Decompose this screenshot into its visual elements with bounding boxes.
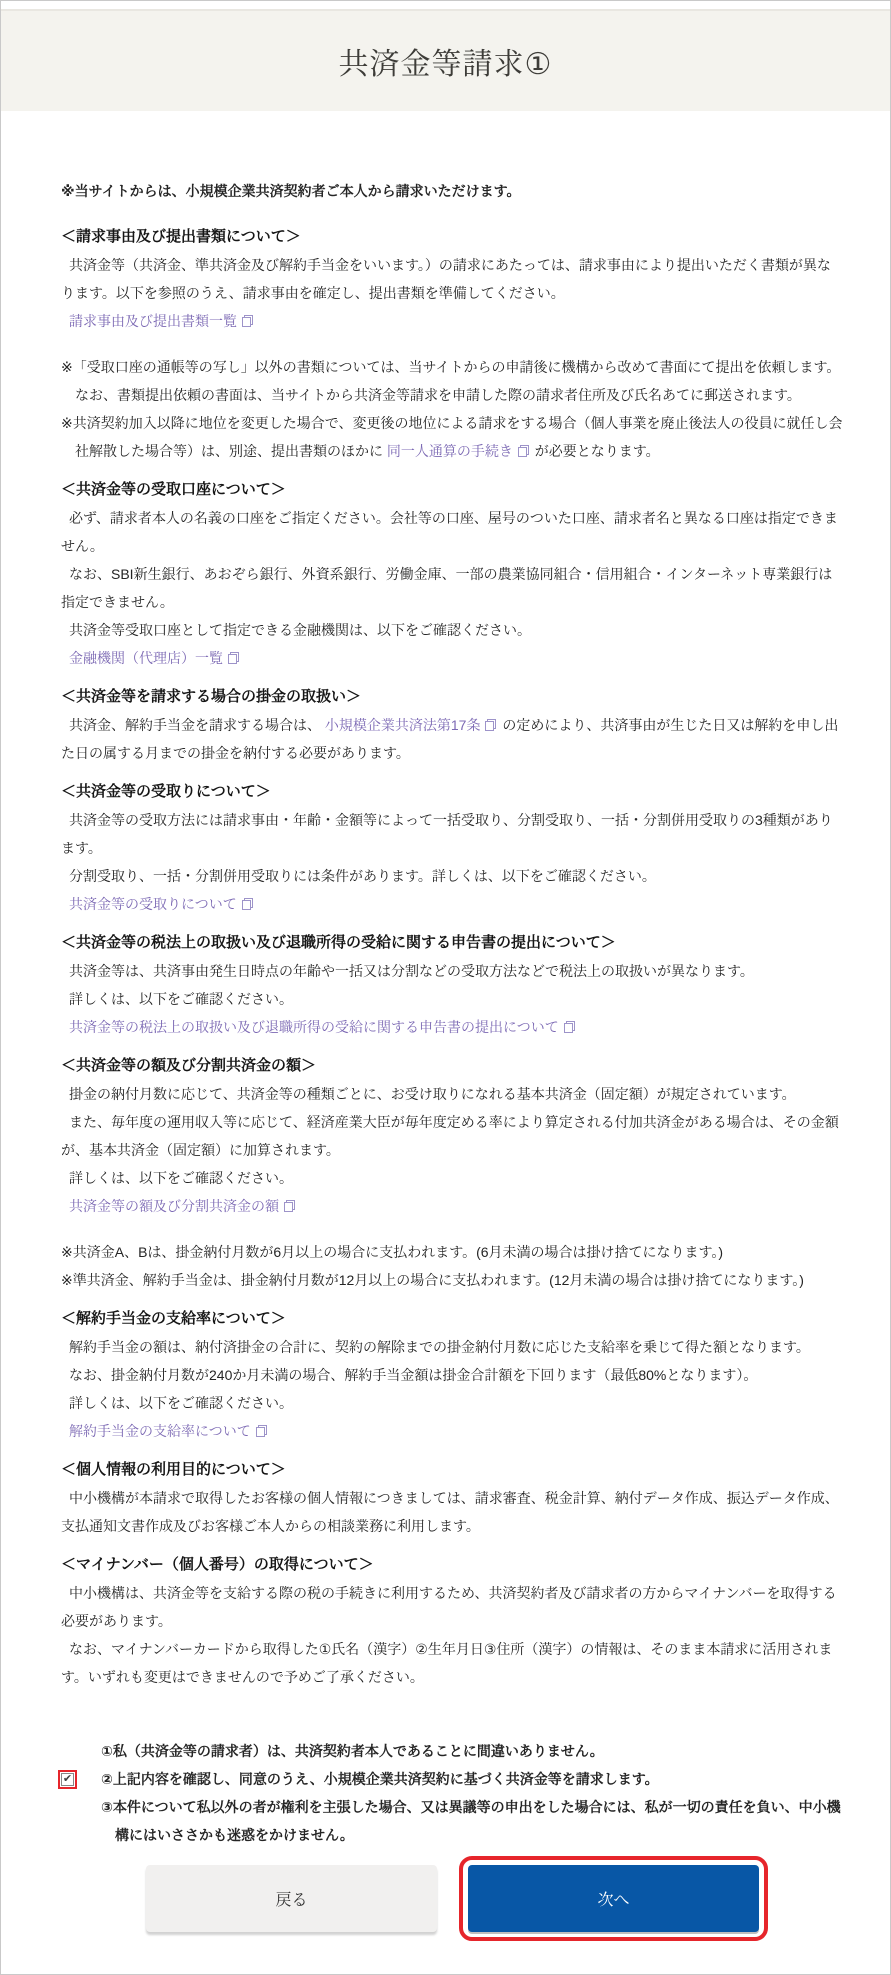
section-surrender-rate bbox=[61, 1305, 844, 1445]
note: ※「受取口座の通帳等の写し」以外の書類については、当サイトからの申請後に機構から改めて書面にて提出を依頼します。 bbox=[61, 359, 841, 375]
paragraph bbox=[61, 711, 844, 767]
paragraph: 詳しくは、以下をご確認ください。 bbox=[69, 991, 293, 1007]
link-line bbox=[61, 1417, 844, 1445]
agreement-checkbox-highlight bbox=[61, 1773, 74, 1786]
back-button[interactable]: 戻る bbox=[146, 1865, 437, 1932]
section-heading: ＜個人情報の利用目的について＞ bbox=[61, 1461, 286, 1478]
section-heading: ＜共済金等の受取口座について＞ bbox=[61, 481, 286, 498]
link-claim-documents-list[interactable] bbox=[69, 313, 255, 329]
section-personal-info-usage bbox=[61, 1456, 844, 1540]
button-row bbox=[61, 1865, 844, 1932]
section-receiving-account bbox=[61, 476, 844, 672]
paragraph-text: の定めにより、共済事由が生じた日又は解約を申し出た日の属する月までの掛金を納付する必要があります。 bbox=[61, 717, 839, 761]
note: ※準共済金、解約手当金は、掛金納付月数が12月以上の場合に支払われます。(12月未満の場合は掛け捨てになります。) bbox=[61, 1272, 804, 1288]
main-content bbox=[1, 111, 890, 1932]
link-label: 共済金等の税法上の取扱い及び退職所得の受給に関する申告書の提出について bbox=[69, 1019, 559, 1035]
link-line bbox=[61, 307, 844, 335]
paragraph: なお、SBI新生銀行、あおぞら銀行、外資系銀行、労働金庫、一部の農業協同組合・信用組合・インターネット専業銀行は指定できません。 bbox=[61, 566, 833, 610]
section-premium-handling bbox=[61, 683, 844, 767]
note-text: が必要となります。 bbox=[530, 443, 660, 459]
notes-block bbox=[61, 353, 844, 465]
section-heading: ＜共済金等の受取りについて＞ bbox=[61, 783, 271, 800]
link-tax-treatment[interactable] bbox=[69, 1019, 577, 1035]
section-heading: ＜請求事由及び提出書類について＞ bbox=[61, 228, 301, 245]
link-label: 共済金等の受取りについて bbox=[69, 896, 237, 912]
section-heading: ＜共済金等を請求する場合の掛金の取扱い＞ bbox=[61, 688, 362, 705]
paragraph-text: 共済金、解約手当金を請求する場合は、 bbox=[69, 717, 325, 733]
link-label: 金融機関（代理店）一覧 bbox=[69, 650, 223, 666]
agreement-item-3: ③本件について私以外の者が権利を主張した場合、又は異議等の申出をした場合には、私が一切の責任を負い、中小機構にはいささかも迷惑をかけません。 bbox=[101, 1799, 841, 1843]
paragraph: 必ず、請求者本人の名義の口座をご指定ください。会社等の口座、屋号のついた口座、請求者名と異なる口座は指定できません。 bbox=[61, 510, 838, 554]
external-link-icon bbox=[228, 652, 239, 664]
link-line bbox=[61, 890, 844, 918]
paragraph: 分割受取り、一括・分割併用受取りには条件があります。詳しくは、以下をご確認ください。 bbox=[69, 868, 656, 884]
paragraph: 中小機構は、共済金等を支給する際の税の手続きに利用するため、共済契約者及び請求者の方からマイナンバーを取得する必要があります。 bbox=[61, 1585, 837, 1629]
external-link-icon bbox=[518, 445, 529, 457]
external-link-icon bbox=[485, 719, 496, 731]
link-smb-mutual-aid-law-article17[interactable] bbox=[325, 717, 499, 733]
section-heading: ＜マイナンバー（個人番号）の取得について＞ bbox=[61, 1556, 374, 1573]
paragraph: 詳しくは、以下をご確認ください。 bbox=[69, 1170, 293, 1186]
checkmark-icon: ✔ bbox=[62, 1773, 73, 1785]
paragraph: 共済金等の受取方法には請求事由・年齢・金額等によって一括受取り、分割受取り、一括・分割併用受取りの3種類があります。 bbox=[61, 812, 833, 856]
link-surrender-rate[interactable] bbox=[69, 1423, 269, 1439]
link-financial-institutions-list[interactable] bbox=[69, 650, 241, 666]
external-link-icon bbox=[256, 1425, 267, 1437]
paragraph: 共済金等は、共済事由発生日時点の年齢や一括又は分割などの受取方法などで税法上の取扱いが異なります。 bbox=[69, 963, 754, 979]
section-benefit-amount bbox=[61, 1052, 844, 1294]
agreement-checkbox[interactable] bbox=[61, 1773, 74, 1786]
notes-block bbox=[61, 1238, 844, 1294]
external-link-icon bbox=[242, 898, 253, 910]
link-label: 小規模企業共済法第17条 bbox=[324, 717, 481, 733]
link-receiving-methods[interactable] bbox=[69, 896, 255, 912]
agreement-block bbox=[61, 1737, 844, 1849]
paragraph: 掛金の納付月数に応じて、共済金等の種類ごとに、お受け取りになれる基本共済金（固定額）が規定されています。 bbox=[69, 1086, 796, 1102]
paragraph: 共済金等受取口座として指定できる金融機関は、以下をご確認ください。 bbox=[69, 622, 531, 638]
note bbox=[61, 409, 844, 465]
link-benefit-amount[interactable] bbox=[69, 1198, 297, 1214]
note: ※共済金A、Bは、掛金納付月数が6月以上の場合に支払われます。(6月未満の場合は掛け捨てになります。) bbox=[61, 1244, 724, 1260]
link-line bbox=[61, 1013, 844, 1041]
paragraph: 共済金等（共済金、準共済金及び解約手当金をいいます。）の請求にあたっては、請求事由により提出いただく書類が異なります。以下を参照のうえ、請求事由を確定し、提出書類を準備してください。 bbox=[61, 257, 831, 301]
link-label: 請求事由及び提出書類一覧 bbox=[69, 313, 237, 329]
link-label: 同一人通算の手続き bbox=[386, 443, 513, 459]
paragraph: なお、掛金納付月数が240か月未満の場合、解約手当金額は掛金合計額を下回ります（最低80%となります）。 bbox=[69, 1367, 758, 1383]
section-heading: ＜解約手当金の支給率について＞ bbox=[61, 1310, 286, 1327]
link-label: 解約手当金の支給率について bbox=[69, 1423, 251, 1439]
link-line bbox=[61, 644, 844, 672]
section-claim-reason-documents bbox=[61, 223, 844, 465]
section-my-number bbox=[61, 1551, 844, 1691]
external-link-icon bbox=[242, 315, 253, 327]
external-link-icon bbox=[564, 1021, 575, 1033]
link-label: 共済金等の額及び分割共済金の額 bbox=[69, 1198, 279, 1214]
page-header bbox=[1, 9, 890, 111]
agreement-item-2: ②上記内容を確認し、同意のうえ、小規模企業共済契約に基づく共済金等を請求します。 bbox=[101, 1771, 659, 1787]
page-title: 共済金等請求① bbox=[338, 48, 553, 81]
section-heading: ＜共済金等の税法上の取扱い及び退職所得の受給に関する申告書の提出について＞ bbox=[61, 934, 616, 951]
paragraph: 解約手当金の額は、納付済掛金の合計に、契約の解除までの掛金納付月数に応じた支給率を乗じて得た額となります。 bbox=[69, 1339, 810, 1355]
next-button[interactable]: 次へ bbox=[468, 1865, 759, 1932]
link-same-person-aggregation[interactable] bbox=[387, 443, 531, 459]
external-link-icon bbox=[284, 1200, 295, 1212]
section-tax-treatment bbox=[61, 929, 844, 1041]
paragraph: 中小機構が本請求で取得したお客様の個人情報につきましては、請求審査、税金計算、納付データ作成、振込データ作成、支払通知文書作成及びお客様ご本人からの相談業務に利用します。 bbox=[61, 1490, 839, 1534]
section-receiving-methods bbox=[61, 778, 844, 918]
paragraph: 詳しくは、以下をご確認ください。 bbox=[69, 1395, 293, 1411]
section-heading: ＜共済金等の額及び分割共済金の額＞ bbox=[61, 1057, 317, 1074]
link-line bbox=[61, 1192, 844, 1220]
paragraph: また、毎年度の運用収入等に応じて、経済産業大臣が毎年度定める率により算定される付加共済金がある場合は、その金額が、基本共済金（固定額）に加算されます。 bbox=[61, 1114, 839, 1158]
note-continuation: なお、書類提出依頼の書面は、当サイトから共済金等請求を申請した際の請求者住所及び氏名あてに郵送されます。 bbox=[75, 387, 801, 403]
intro-note: ※当サイトからは、小規模企業共済契約者ご本人から請求いただけます。 bbox=[61, 183, 521, 199]
note-text: ※共済契約加入以降に地位を変更した場合で、変更後の地位による請求をする場合（個人事業を廃止後法人の役員に就任し会社解散した場合等）は、別途、提出書類のほかに bbox=[61, 415, 843, 459]
agreement-item-1: ①私（共済金等の請求者）は、共済契約者本人であることに間違いありません。 bbox=[101, 1743, 604, 1759]
paragraph: なお、マイナンバーカードから取得した①氏名（漢字）②生年月日③住所（漢字）の情報は、そのまま本請求に活用されます。いずれも変更はできませんので予めご了承ください。 bbox=[61, 1641, 833, 1685]
